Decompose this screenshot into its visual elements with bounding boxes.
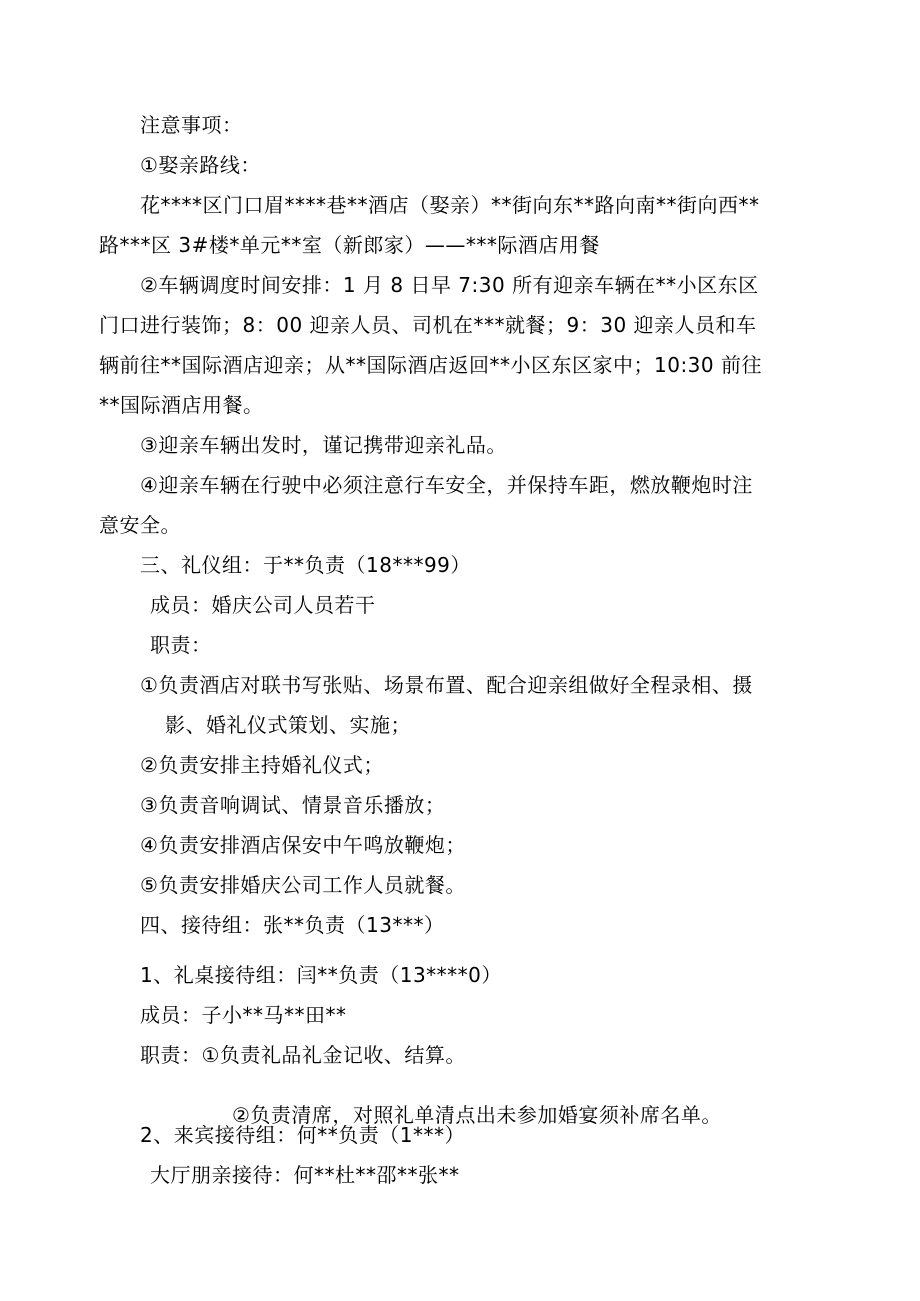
schedule-line-1: ②车辆调度时间安排：1 月 8 日早 7:30 所有迎亲车辆在**小区东区 xyxy=(140,273,759,297)
etiquette-duty-1-cont: 影、婚礼仪式策划、实施； xyxy=(165,713,411,737)
guest-reception-group: 2、来宾接待组：何**负责（1***） xyxy=(140,1123,465,1147)
etiquette-duty-3: ③负责音响调试、情景音乐播放； xyxy=(140,793,446,817)
schedule-line-2: 门口进行装饰；8：00 迎亲人员、司机在***就餐；9：30 迎亲人员和车 xyxy=(99,313,757,337)
route-line-2: 路***区 3#楼*单元**室（新郎家）——***际酒店用餐 xyxy=(99,233,600,257)
section-etiquette-heading: 三、礼仪组：于**负责（18***99） xyxy=(140,553,471,577)
gift-table-duty-2: ②负责清席，对照礼单清点出未参加婚宴须补席名单。 xyxy=(232,1103,722,1127)
gift-table-members: 成员：子小**马**田** xyxy=(140,1003,347,1027)
safety-line-2: 意安全。 xyxy=(99,513,181,537)
schedule-line-3: 辆前往**国际酒店迎亲；从**国际酒店返回**小区东区家中；10:30 前往 xyxy=(99,353,762,377)
etiquette-duty-5: ⑤负责安排婚庆公司工作人员就餐。 xyxy=(140,873,466,897)
safety-line-1: ④迎亲车辆在行驶中必须注意行车安全，并保持车距，燃放鞭炮时注 xyxy=(140,473,753,497)
etiquette-duty-4: ④负责安排酒店保安中午鸣放鞭炮； xyxy=(140,833,466,857)
etiquette-duty-1: ①负责酒店对联书写张贴、场景布置、配合迎亲组做好全程录相、摄 xyxy=(140,673,753,697)
route-line-1: 花****区门口眉****巷**酒店（娶亲）**街向东**路向南**街向西** xyxy=(140,193,760,217)
schedule-line-4: **国际酒店用餐。 xyxy=(99,393,264,417)
etiquette-duty-2: ②负责安排主持婚礼仪式； xyxy=(140,753,384,777)
route-heading: ①娶亲路线： xyxy=(140,153,261,177)
etiquette-duties-label: 职责： xyxy=(150,633,212,657)
section-reception-heading: 四、接待组：张**负责（13***） xyxy=(140,913,445,937)
gift-table-duty-1: 职责：①负责礼品礼金记收、结算。 xyxy=(140,1043,466,1067)
etiquette-members: 成员：婚庆公司人员若干 xyxy=(150,593,376,617)
hall-reception: 大厅朋亲接待：何**杜**邵**张** xyxy=(150,1163,460,1187)
gift-table-group: 1、礼桌接待组：闫**负责（13****0） xyxy=(140,963,502,987)
gift-reminder: ③迎亲车辆出发时，谨记携带迎亲礼品。 xyxy=(140,433,507,457)
notes-heading: 注意事项： xyxy=(140,113,243,137)
